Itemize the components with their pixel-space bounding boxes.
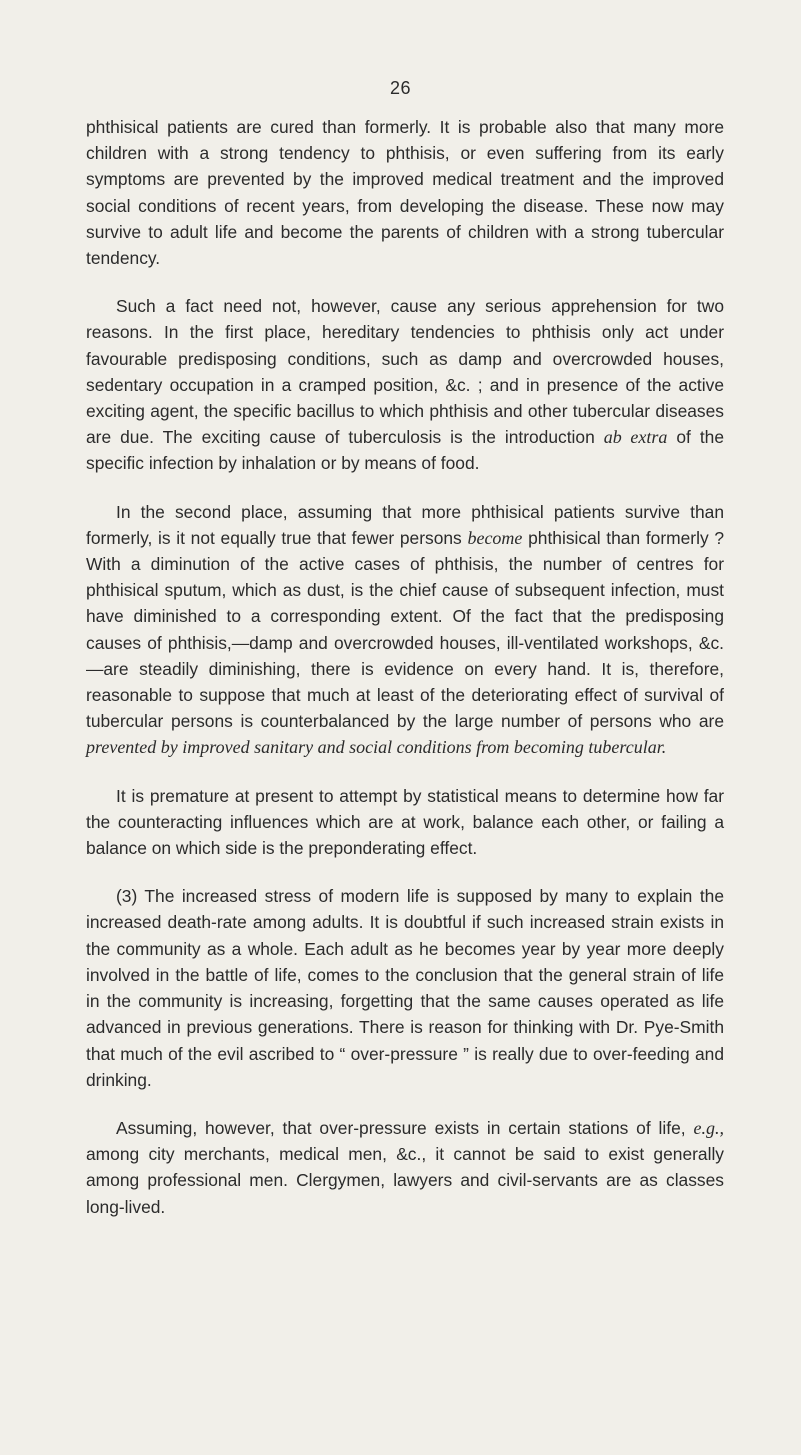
paragraph-3-italic-1: become bbox=[467, 527, 523, 548]
paragraph-3-text-a: In the second place, assuming that more phthisical patients survive than formerly, is it not equally true that fewer persons bbox=[86, 501, 724, 548]
paragraph-2-text-a: Such a fact need not, however, cause any serious apprehension for two reasons. In the first place, hereditary tendencies to phthisis only act under favourable predisposing conditions, such as damp and overcrowded houses, sedentary occupation in a cramped position, &c. ; and in presence of the active exciting agent, the specific bacillus to which phthisis and other tubercular diseases are due. The exciting cause of tuberculosis is the introduction bbox=[86, 296, 724, 448]
paragraph-3-italic-2: prevented by improved sanitary and social conditions from becoming tubercular. bbox=[86, 737, 667, 758]
paragraph-6-text-b: among city merchants, medical men, &c., it cannot be said to exist generally among professional men. Clergymen, lawyers and civil-servants are as classes long-lived. bbox=[86, 1144, 724, 1217]
paragraph-6-text-a: Assuming, however, that over-pressure exists in certain stations of life, bbox=[116, 1117, 694, 1138]
page-number: 26 bbox=[389, 78, 412, 98]
paragraph-5: (3) The increased stress of modern life is supposed by many to explain the increased death-rate among adults. It is doubtful if such increased strain exists in the community as a whole. Each adult as he becomes year by year more deeply involved in the battle of life, comes to the conclusion that the general strain of life in the community is increasing, forgetting that the same causes operated as life advanced in previous generations. There is reason for thinking with Dr. Pye-Smith that much of the evil ascribed to “ over-pressure ” is really due to over-feeding and drinking. bbox=[86, 886, 724, 1090]
paragraph-1: phthisical patients are cured than formerly. It is probable also that many more children with a strong tendency to phthisis, or even suffering from its early symptoms are prevented by the improved medical treatment and the improved social conditions of recent years, from developing the disease. These now may survive to adult life and become the parents of children with a strong tubercular tendency. bbox=[86, 117, 724, 269]
paragraph-2 bbox=[86, 293, 724, 476]
paragraph-2-italic: ab extra bbox=[603, 427, 668, 448]
body-text bbox=[86, 114, 724, 1242]
paragraph-3 bbox=[86, 499, 724, 761]
paragraph-3-text-b: phthisical than formerly ? With a diminution of the active cases of phthisis, the number of centres for phthisical sputum, which as dust, is the chief cause of subsequent infection, must have diminished to a corresponding extent. Of the fact that the predisposing causes of phthisis,—damp and overcrowded houses, ill-ventilated workshops, &c.—are steadily diminishing, there is evidence on every hand. It is, therefore, reasonable to suppose that much at least of the deteriorating effect of survival of tubercular persons is counterbalanced by the large number of persons who are bbox=[86, 527, 724, 732]
paragraph-4: It is premature at present to attempt by statistical means to determine how far the counteracting influences which are at work, balance each other, or failing a balance on which side is the preponderating effect. bbox=[86, 785, 724, 859]
paragraph-2-text-b: of the specific infection by inhalation or by means of food. bbox=[86, 427, 725, 474]
paragraph-6 bbox=[86, 1115, 724, 1220]
paragraph-6-italic: e.g., bbox=[693, 1117, 724, 1138]
